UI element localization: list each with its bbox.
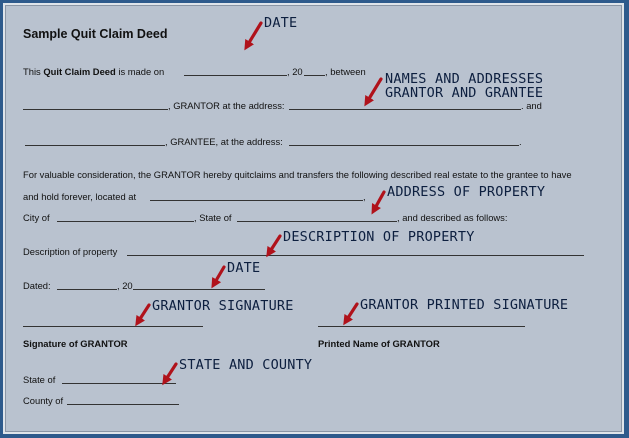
arrow-address [374,192,384,210]
described-label: , and described as follows: [397,212,508,223]
grantee-address-label: , GRANTEE, at the address: [165,136,283,147]
state-label: , State of [194,212,232,223]
grantor-signature-label: Signature of GRANTOR [23,338,128,349]
intro-pre: This [23,66,44,77]
description-label: Description of property [23,246,118,257]
consideration-line2-end: , [363,191,366,202]
annotation-names-1: NAMES AND ADDRESSES [385,71,544,87]
state-of-label: State of [23,374,56,385]
arrow-names [367,79,381,102]
consideration-line2: and hold forever, located at [23,191,137,202]
annotation-date-top: DATE [264,15,298,31]
dated-year-prefix: , 20 [117,280,133,291]
arrow-date-mid [214,267,224,284]
annotation-names-2: GRANTOR AND GRANTEE [385,85,544,101]
dated-label: Dated: [23,280,51,291]
consideration-line1: For valuable consideration, the GRANTOR hereby quitclaims and transfers the following described real estate to the grantee to have [23,169,572,180]
grantor-address-label: , GRANTOR at the address: [168,100,285,111]
annotation-arrows [5,5,622,432]
annotation-state-county: STATE AND COUNTY [179,357,313,373]
intro-bold: Quit Claim Deed [43,66,116,77]
intro-post: is made on [115,66,165,77]
county-of-label: County of [23,395,64,406]
annotation-date-mid: DATE [227,260,261,276]
annotation-grantor-signature: GRANTOR SIGNATURE [152,298,294,314]
annotation-address: ADDRESS OF PROPERTY [387,184,546,200]
city-label: City of [23,212,50,223]
annotation-description: DESCRIPTION OF PROPERTY [283,229,475,245]
arrow-state-county [165,364,176,381]
intro-between: , between [325,66,366,77]
arrow-date-top [247,23,261,46]
annotation-grantor-printed: GRANTOR PRINTED SIGNATURE [360,297,569,313]
deed-document [3,3,624,434]
document-title: Sample Quit Claim Deed [23,27,168,41]
arrow-grantor-printed [346,304,357,321]
grantor-line-end: . and [521,100,542,111]
arrow-description [269,236,280,253]
grantor-printed-name-label: Printed Name of GRANTOR [318,338,440,349]
intro-year-prefix: , 20 [287,66,303,77]
grantee-line-end: . [519,136,522,147]
arrow-grantor-signature [138,305,149,322]
